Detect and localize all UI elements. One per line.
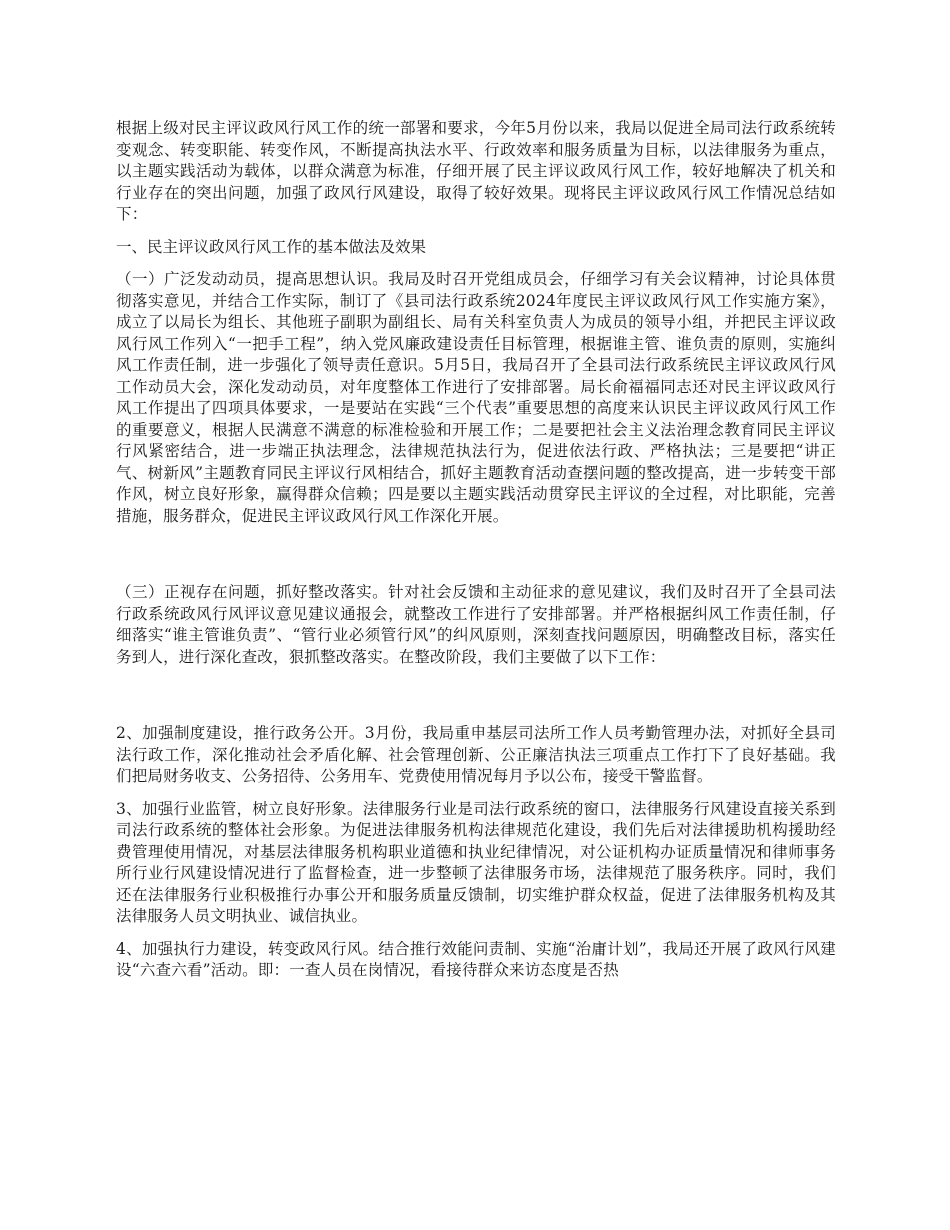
document-body — [116, 118, 836, 993]
point-2-paragraph: 2、加强制度建设，推行政务公开。3月份，我局重申基层司法所工作人员考勤管理办法，对抓好全县司法行政工作，深化推动社会矛盾化解、社会管理创新、公正廉洁执法三项重点工作打下了良好基础。我们把局财务收支、公务招待、公务用车、党费使用情况每月予以公布，接受干警监督。 — [116, 724, 836, 785]
blank-gap — [116, 679, 836, 723]
item-3-paragraph: （三）正视存在问题，抓好整改落实。针对社会反馈和主动征求的意见建议，我们及时召开了全县司法行政系统政风行风评议意见建议通报会，就整改工作进行了安排部署。并严格根据纠风工作责任制，仔细落实“谁主管谁负责”、“管行业必须管行风”的纠风原则，深刻查找问题原因，明确整改目标，落实任务到人，进行深化查改，狠抓整改落实。在整改阶段，我们主要做了以下工作： — [116, 583, 836, 666]
intro-paragraph: 根据上级对民主评议政风行风工作的统一部署和要求，今年5月份以来，我局以促进全局司法行政系统转变观念、转变职能、转变作风，不断提高执法水平、行政效率和服务质量为目标，以法律服务为重点，以主题实践活动为载体，以群众满意为标准，仔细开展了民主评议政风行风工作，较好地解决了机关和行业存在的突出问题，加强了政风行风建设，取得了较好效果。现将民主评议政风行风工作情况总结如下： — [116, 119, 836, 223]
item-1-paragraph: （一）广泛发动动员，提高思想认识。我局及时召开党组成员会，仔细学习有关会议精神，讨论具体贯彻落实意见，并结合工作实际，制订了《县司法行政系统2024年度民主评议政风行风工作实施方案》，成立了以局长为组长、其他班子副职为副组长、局有关科室负责人为成员的领导小组，并把民主评议政风行风工作列入“一把手工程”，纳入党风廉政建设责任目标管理，根据谁主管、谁负责的原则，实施纠风工作责任制，进一步强化了领导责任意识。5月5日，我局召开了全县司法行政系统民主评议政风行风工作动员大会，深化发动动员，对年度整体工作进行了安排部署。局长俞福福同志还对民主评议政风行风工作提出了四项具体要求，一是要站在实践“三个代表”重要思想的高度来认识民主评议政风行风工作的重要意义，根据人民满意不满意的标准检验和开展工作；二是要把社会主义法治理念教育同民主评议行风紧密结合，进一步端正执法理念，法律规范执法行为，促进依法行政、严格执法；三是要把“讲正气、树新风”主题教育同民主评议行风相结合，抓好主题教育活动查摆问题的整改提高，进一步转变干部作风，树立良好形象，赢得群众信赖；四是要以主题实践活动贯穿民主评议的全过程，对比职能，完善措施，服务群众，促进民主评议政风行风工作深化开展。 — [116, 270, 836, 525]
point-3-paragraph: 3、加强行业监管，树立良好形象。法律服务行业是司法行政系统的窗口，法律服务行风建设直接关系到司法行政系统的整体社会形象。为促进法律服务机构法律规范化建设，我们先后对法律援助机构援助经费管理使用情况，对基层法律服务机构职业道德和执业纪律情况，对公证机构办证质量情况和律师事务所行业行风建设情况进行了监督检查，进一步整顿了法律服务市场，法律规范了服务秩序。同时，我们还在法律服务行业积极推行办事公开和服务质量反馈制，切实维护群众权益，促进了法律服务机构及其法律服务人员文明执业、诚信执业。 — [116, 799, 836, 925]
point-4-paragraph: 4、加强执行力建设，转变政风行风。结合推行效能问责制、实施“治庸计划”，我局还开展了政风行风建设“六查六看”活动。即：一查人员在岗情况，看接待群众来访态度是否热 — [116, 939, 836, 979]
section-heading: 一、民主评议政风行风工作的基本做法及效果 — [116, 237, 427, 256]
blank-gap — [116, 538, 836, 582]
